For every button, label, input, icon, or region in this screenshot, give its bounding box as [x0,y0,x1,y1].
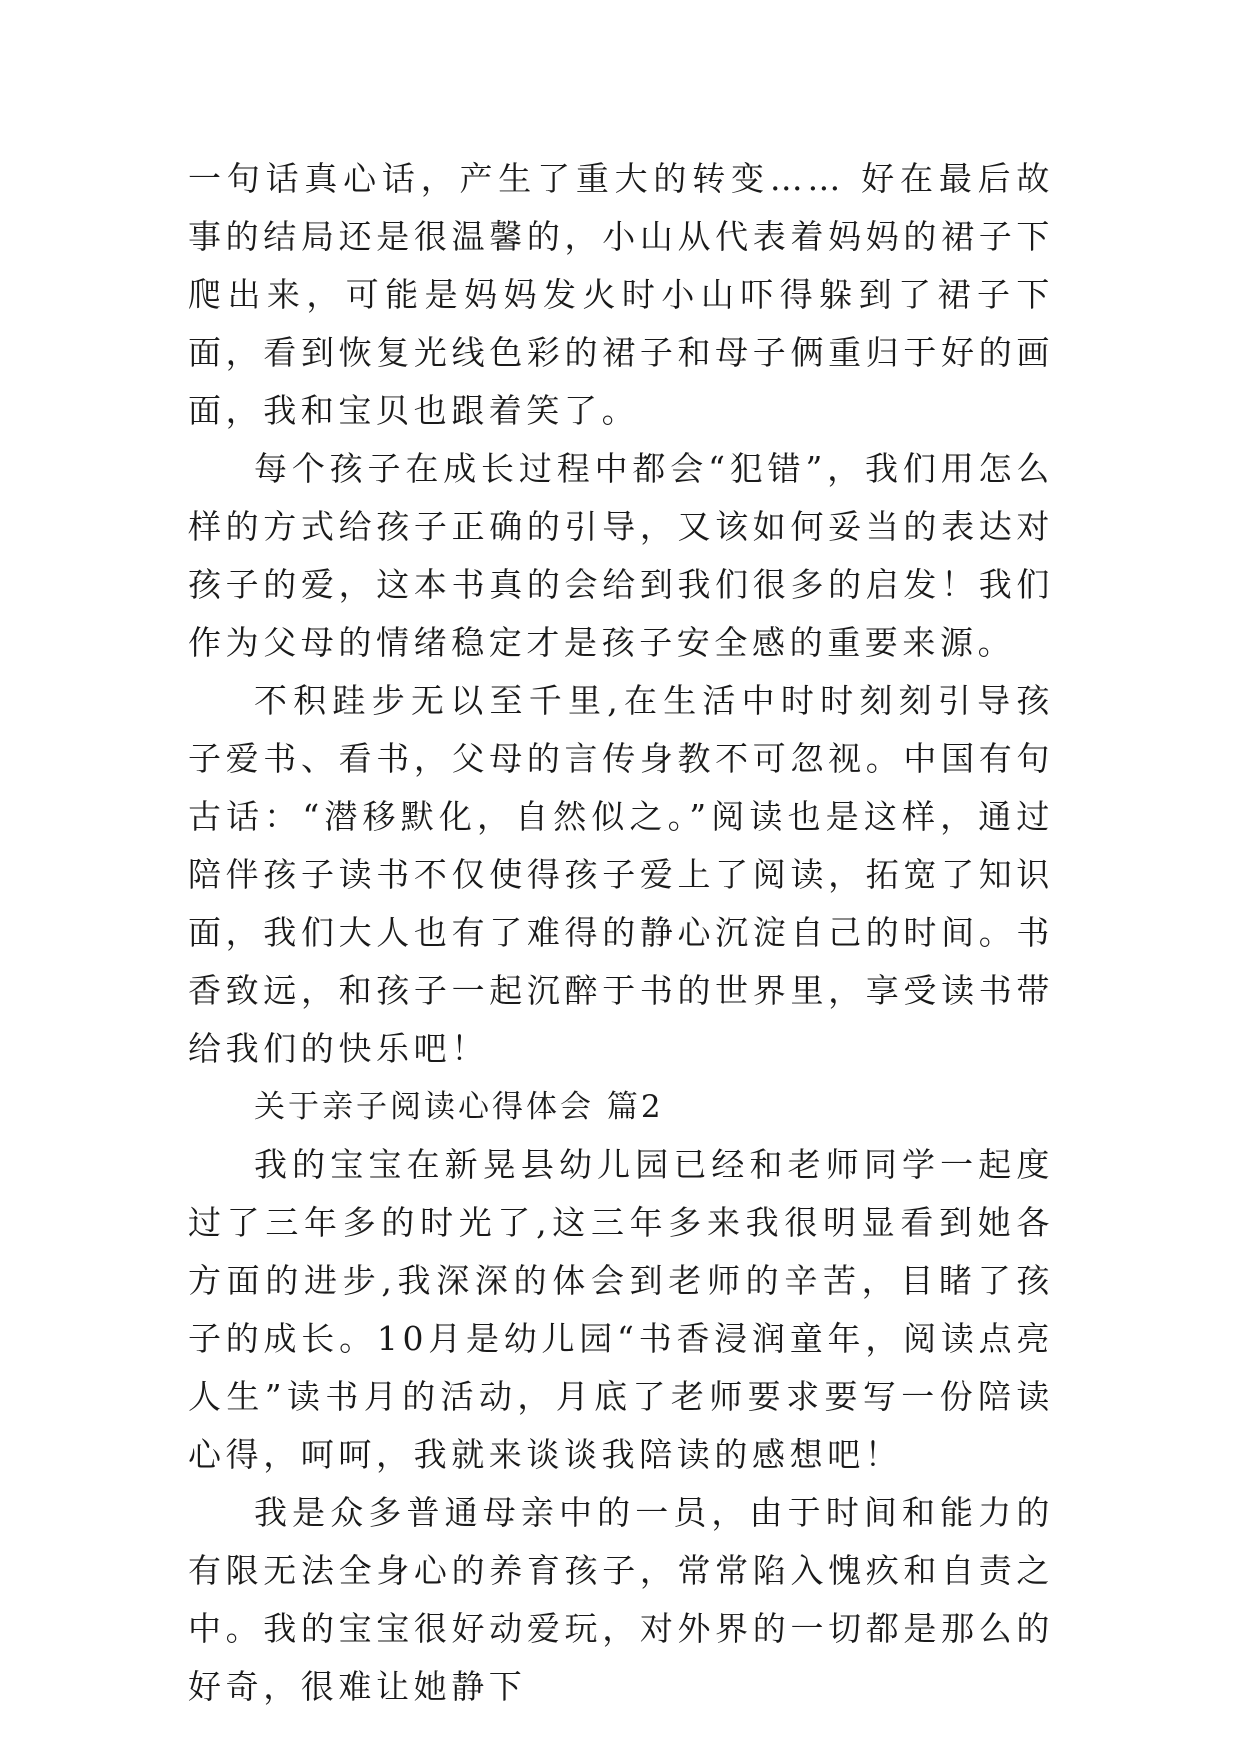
section-heading: 关于亲子阅读心得体会 篇2 [254,1089,664,1125]
paragraph-4: 我的宝宝在新晃县幼儿园已经和老师同学一起度过了三年多的时光了,这三年多来我很明显看到她各方面的进步,我深深的体会到老师的辛苦，目睹了孩子的成长。10月是幼儿园“书香浸润童年，阅读点亮人生”读书月的活动，月底了老师要求要写一份陪读心得，呵呵，我就来谈谈我陪读的感想吧！ [188,1145,1054,1474]
paragraph-3: 不积跬步无以至千里,在生活中时时刻刻引导孩子爱书、看书，父母的言传身教不可忽视。中国有句古话：“潜移默化，自然似之。”阅读也是这样，通过陪伴孩子读书不仅使得孩子爱上了阅读，拓宽了知识面，我们大人也有了难得的静心沉淀自己的时间。书香致远，和孩子一起沉醉于书的世界里，享受读书带给我们的快乐吧！ [188,681,1054,1068]
paragraph-1: 一句话真心话，产生了重大的转变…… 好在最后故事的结局还是很温馨的，小山从代表着妈妈的裙子下爬出来，可能是妈妈发火时小山吓得躲到了裙子下面，看到恢复光线色彩的裙子和母子俩重归于好的画面，我和宝贝也跟着笑了。 [188,159,1054,430]
document-page [188,150,1054,1716]
paragraph-5: 我是众多普通母亲中的一员，由于时间和能力的有限无法全身心的养育孩子，常常陷入愧疚和自责之中。我的宝宝很好动爱玩，对外界的一切都是那么的好奇，很难让她静下 [188,1493,1054,1706]
paragraph-2: 每个孩子在成长过程中都会“犯错”，我们用怎么样的方式给孩子正确的引导，又该如何妥当的表达对孩子的爱，这本书真的会给到我们很多的启发！我们作为父母的情绪稳定才是孩子安全感的重要来源。 [188,449,1054,662]
